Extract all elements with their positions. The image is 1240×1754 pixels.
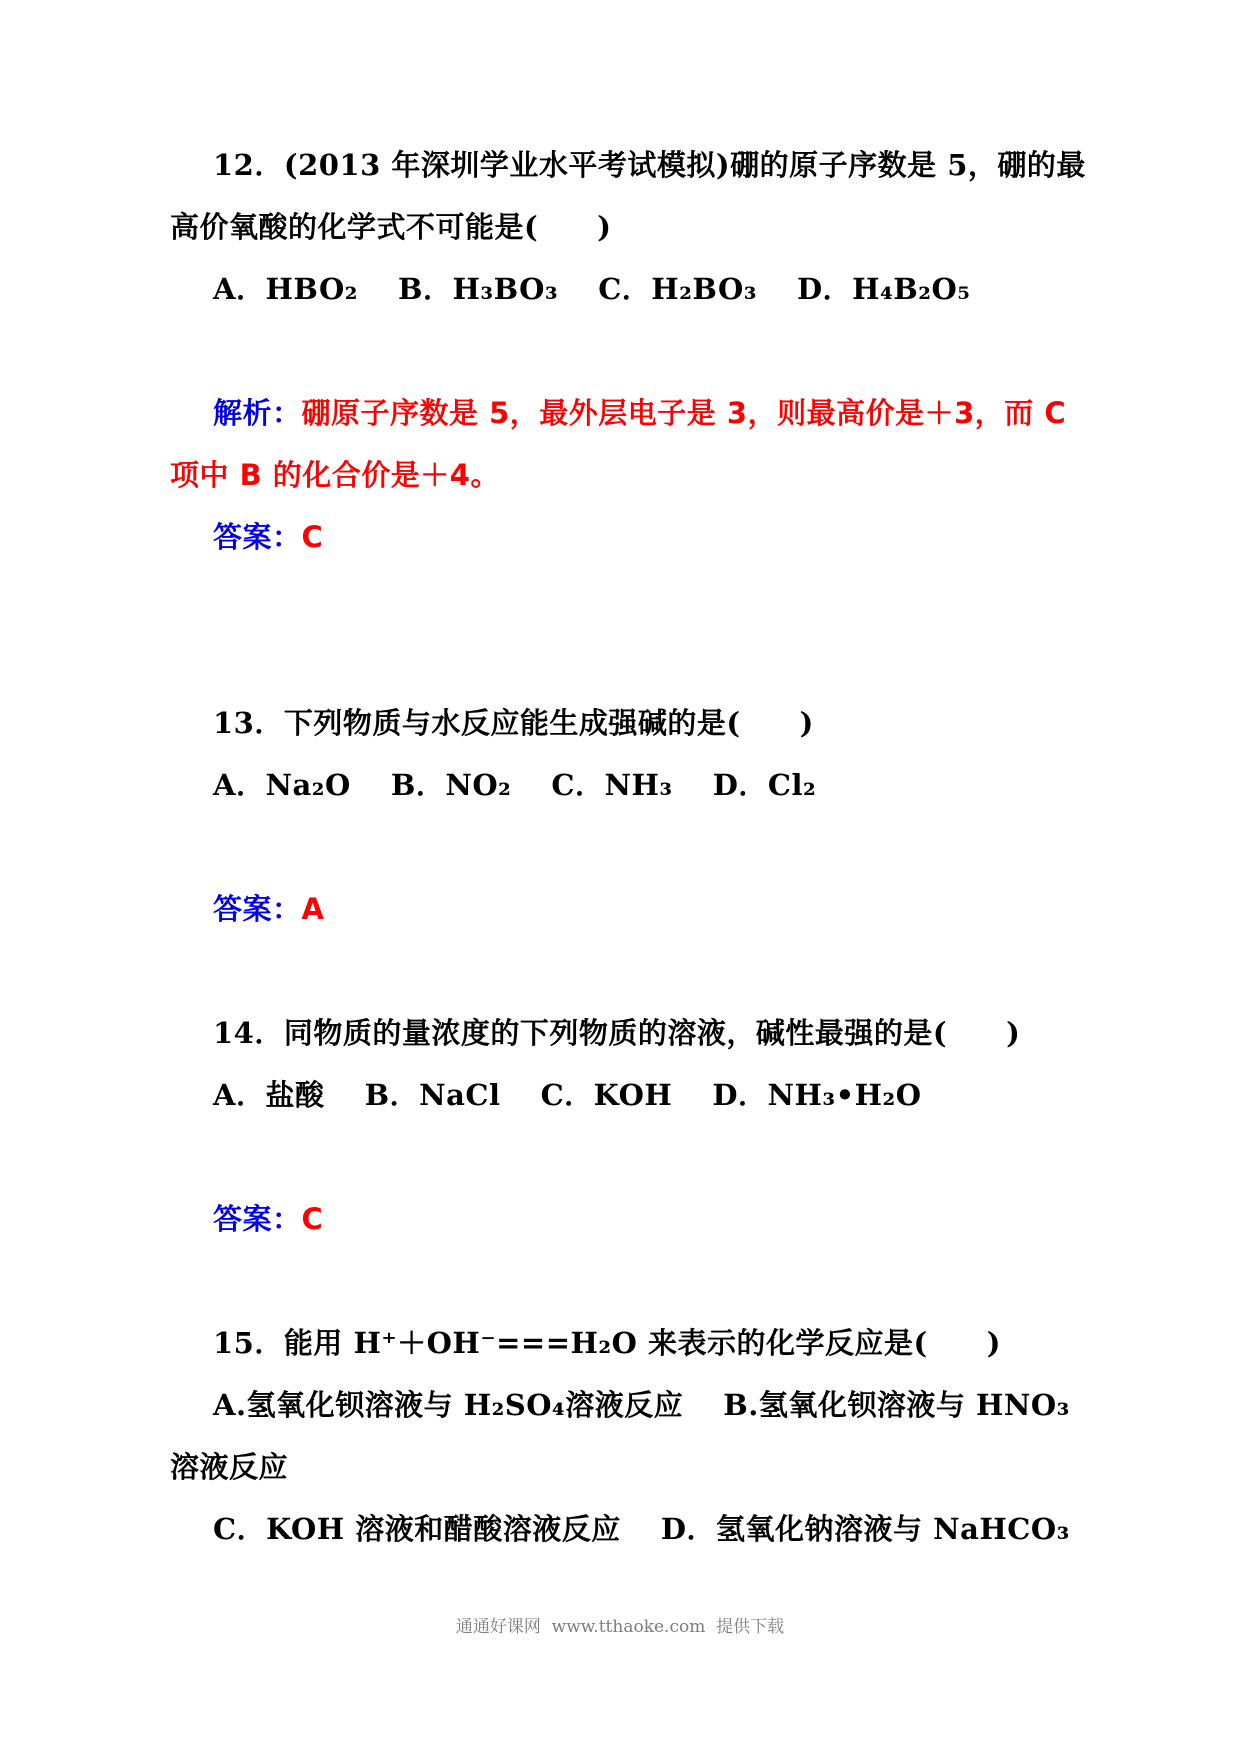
q12-stem-text-1: 12．(2013 年深圳学业水平考试模拟)硼的原子序数是 5，硼的最: [213, 148, 1086, 182]
spacer: [170, 940, 1075, 1002]
q15-options-cd-text: C．KOH 溶液和醋酸溶液反应 D．氢氧化钠溶液与 NaHCO₃: [213, 1512, 1070, 1546]
q14-stem-text: 14．同物质的量浓度的下列物质的溶液，碱性最强的是( ): [213, 1016, 1021, 1050]
q13-options: [170, 754, 1075, 816]
q13-stem-text: 13．下列物质与水反应能生成强碱的是( ): [213, 706, 814, 740]
q12-stem-text-2: 高价氧酸的化学式不可能是( ): [170, 210, 612, 244]
q12-analysis-line-1: [170, 382, 1075, 444]
answer-label: 答案：: [213, 1202, 302, 1236]
q15-stem-text: 15．能用 H⁺＋OH⁻===H₂O 来表示的化学反应是( ): [213, 1326, 1001, 1360]
q12-options: [170, 258, 1075, 320]
analysis-label: 解析：: [213, 396, 302, 430]
q15-options-ab-continued: [170, 1436, 1075, 1498]
spacer: [170, 1250, 1075, 1312]
q12-answer: [170, 506, 1075, 568]
document-lines: [170, 134, 1086, 1560]
q13-options-text: A．Na₂O B．NO₂ C．NH₃ D．Cl₂: [213, 768, 817, 802]
spacer: [170, 320, 1075, 382]
answer-label: 答案：: [213, 520, 302, 554]
q15-options-ab-text: A.氢氧化钡溶液与 H₂SO₄溶液反应 B.氢氧化钡溶液与 HNO₃: [213, 1388, 1070, 1422]
q15-options-ab-continued-text: 溶液反应: [170, 1450, 289, 1484]
q15-options-cd: [170, 1498, 1075, 1560]
spacer: [170, 568, 1075, 630]
q12-stem-line-2: [170, 196, 1075, 258]
spacer: [170, 1126, 1075, 1188]
q12-answer-letter: C: [301, 520, 324, 554]
q15-options-ab: [170, 1374, 1075, 1436]
q12-analysis-line-2: [170, 444, 1075, 506]
spacer: [170, 630, 1075, 692]
answer-label: 答案：: [213, 892, 302, 926]
spacer: [170, 816, 1075, 878]
page-footer: 通通好课网 www.tthaoke.com 提供下载: [455, 1617, 785, 1637]
q14-options-text: A．盐酸 B．NaCl C．KOH D．NH₃•H₂O: [213, 1078, 922, 1112]
q12-options-text: A．HBO₂ B．H₃BO₃ C．H₂BO₃ D．H₄B₂O₅: [213, 272, 971, 306]
q12-stem-line-1: [170, 134, 1086, 196]
q12-analysis-text-1: 硼原子序数是 5，最外层电子是 3，则最高价是＋3，而 C: [301, 396, 1067, 430]
q13-answer: [170, 878, 1075, 940]
q14-answer: [170, 1188, 1075, 1250]
q15-stem: [170, 1312, 1075, 1374]
q12-analysis-text-2: 项中 B 的化合价是＋4。: [170, 458, 500, 492]
q13-stem: [170, 692, 1075, 754]
q14-answer-letter: C: [301, 1202, 324, 1236]
q14-stem: [170, 1002, 1075, 1064]
q13-answer-letter: A: [301, 892, 325, 926]
q14-options: [170, 1064, 1075, 1126]
